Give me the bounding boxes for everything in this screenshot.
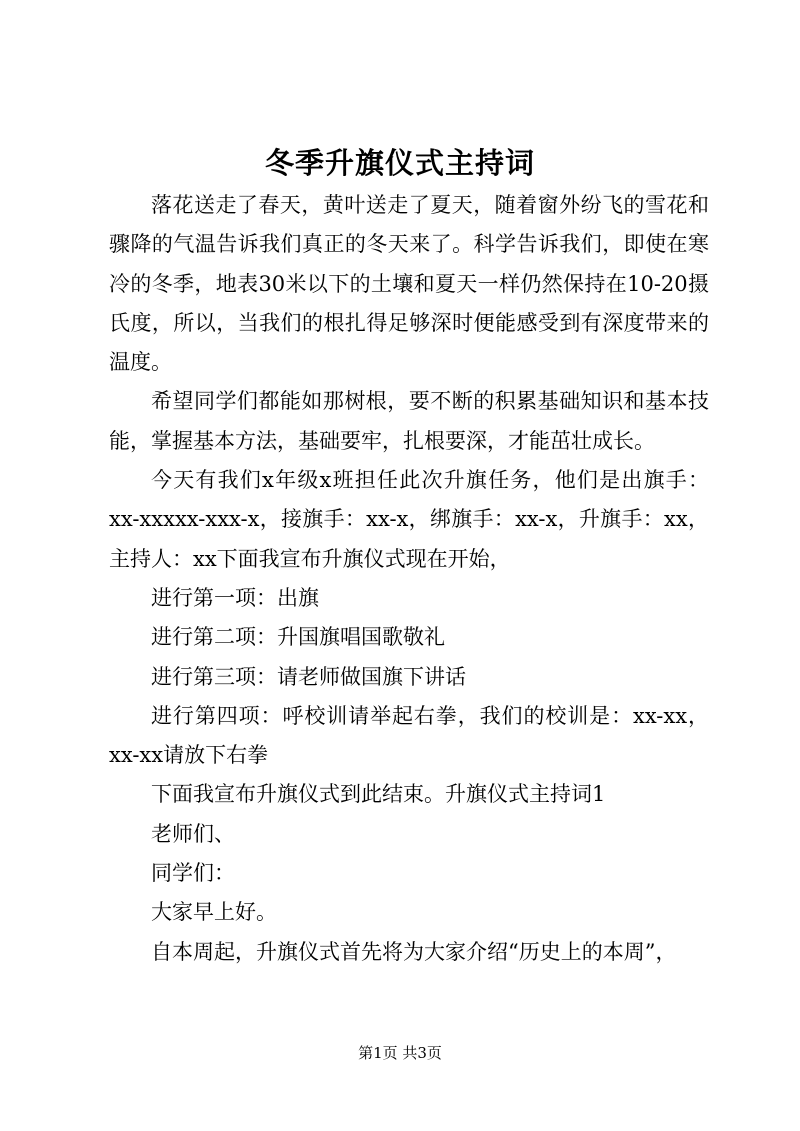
paragraph: 大家早上好。 (151, 900, 277, 925)
document-title: 冬季升旗仪式主持词 (264, 146, 535, 180)
page-footer: 第1页 共3页 (358, 1044, 442, 1062)
paragraph: 进行第一项：出旗 (151, 585, 319, 610)
paragraph: 进行第四项：呼校训请举起右拳，我们的校训是：xx-xx，xx-xx请放下右拳 (109, 703, 709, 768)
paragraph: 同学们： (151, 861, 235, 886)
paragraph: 进行第三项：请老师做国旗下讲话 (151, 664, 466, 689)
paragraph: 落花送走了春天，黄叶送走了夏天，随着窗外纷飞的雪花和骤降的气温告诉我们真正的冬天来了。科学告诉我们，即使在寒冷的冬季，地表30米以下的土壤和夏天一样仍然保持在10-20摄氏度，所以，当我们的根扎得足够深时便能感受到有深度带来的温度。 (109, 193, 709, 375)
paragraph: 自本周起，升旗仪式首先将为大家介绍“历史上的本周”， (151, 939, 677, 964)
document-body (109, 186, 709, 972)
paragraph: 进行第二项：升国旗唱国歌敬礼 (151, 625, 445, 650)
paragraph: 希望同学们都能如那树根，要不断的积累基础知识和基本技能，掌握基本方法，基础要牢，扎根要深，才能茁壮成长。 (109, 389, 709, 453)
paragraph: 下面我宣布升旗仪式到此结束。升旗仪式主持词1 (151, 782, 606, 807)
paragraph: 老师们、 (151, 821, 235, 846)
paragraph: 今天有我们x年级x班担任此次升旗任务，他们是出旗手：xx-xxxxx-xxx-x，接旗手：xx-x，绑旗手：xx-x，升旗手：xx，主持人：xx下面我宣布升旗仪式现在开始， (109, 468, 709, 571)
